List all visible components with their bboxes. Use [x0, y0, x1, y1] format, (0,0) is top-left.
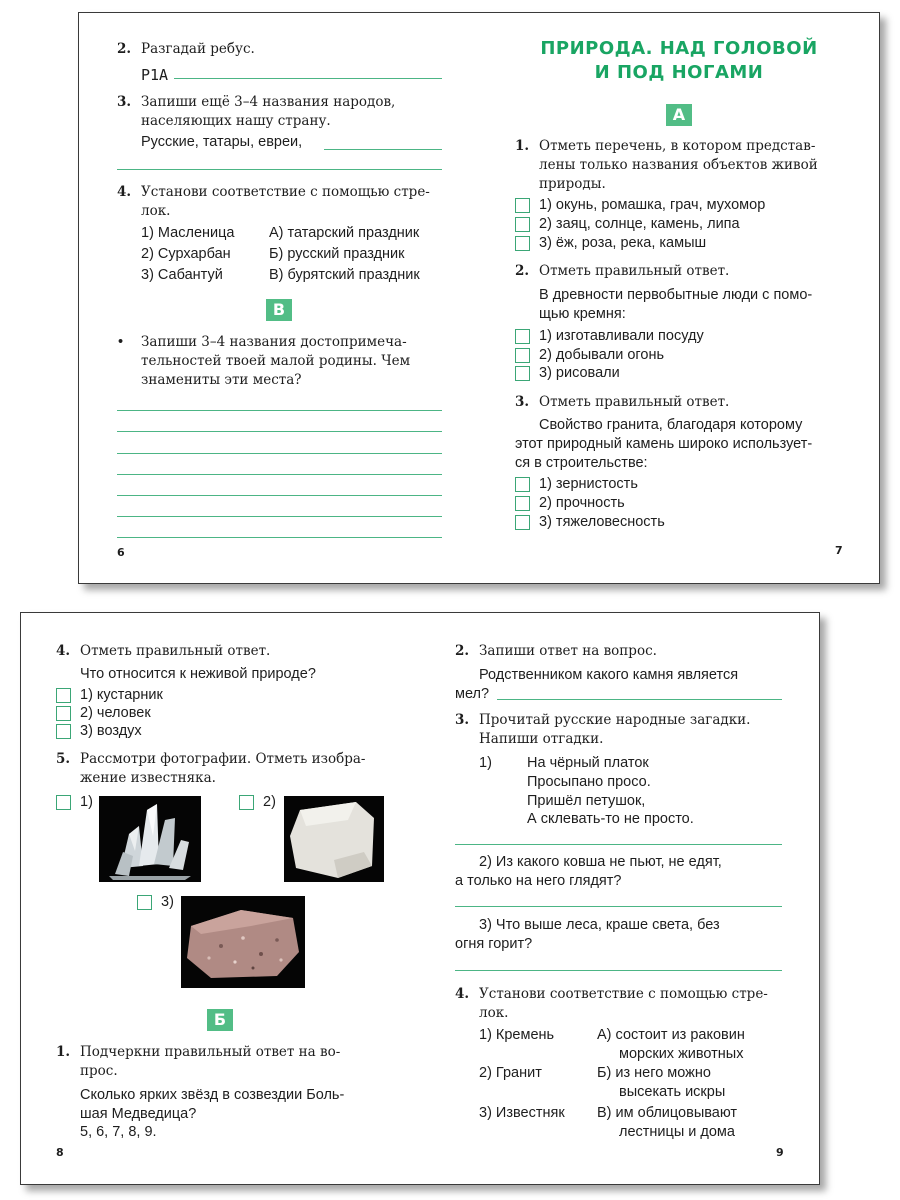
page-number-6: 6	[117, 546, 125, 559]
p9-q2-text: Запиши ответ на вопрос.	[479, 643, 657, 659]
p7-q2-number: 2.	[515, 263, 530, 279]
p8-q5-line2: жение известняка.	[80, 770, 216, 786]
p9-q4-right-2a: Б) из него можно	[597, 1065, 711, 1081]
p8-b1-sub2: шая Медведица?	[80, 1106, 197, 1122]
p8-b1-sub1: Сколько ярких звёзд в созвездии Боль-	[80, 1087, 345, 1103]
p7-q3-text: Отметь правильный ответ.	[539, 394, 730, 410]
p6-writing-line-6[interactable]	[117, 516, 442, 517]
p6-q3-line1: Запиши ещё 3–4 названия народов,	[141, 94, 396, 110]
riddle1-line2: Просыпано просо.	[527, 774, 651, 790]
p6-q3-answer-line-1[interactable]	[324, 149, 442, 150]
p6-task-line3: знамениты эти места?	[141, 372, 302, 388]
p9-q4-right-3b: лестницы и дома	[619, 1124, 735, 1140]
p7-q2-option3-label: 3) рисовали	[539, 365, 620, 381]
p7-q3-sub3: ся в строительстве:	[515, 455, 648, 471]
page-title	[516, 37, 842, 85]
p6-q4-left-1: 1) Масленица	[141, 225, 235, 241]
p7-q1-option2-label: 2) заяц, солнце, камень, липа	[539, 216, 740, 232]
p6-writing-line-5[interactable]	[117, 495, 442, 496]
spread-pages-8-9	[20, 612, 820, 1185]
p7-q1-line1: Отметь перечень, в котором представ-	[539, 138, 816, 154]
p6-q4-right-3: В) бурятский праздник	[269, 267, 420, 283]
photo1-checkbox[interactable]	[56, 795, 71, 810]
p9-q2-answer-line[interactable]	[497, 699, 782, 700]
p9-q2-sub1: Родственником какого камня является	[479, 667, 739, 683]
p6-q4-line1: Установи соответствие с помощью стре-	[141, 184, 430, 200]
p7-q3-sub2: этот природный камень широко использует-	[515, 436, 813, 452]
limestone-image	[284, 796, 384, 882]
p6-q3-line2: населяющих нашу страну.	[141, 113, 331, 129]
p6-writing-line-2[interactable]	[117, 431, 442, 432]
p7-q2-option3-checkbox[interactable]	[515, 366, 530, 381]
p7-q3-number: 3.	[515, 394, 530, 410]
p9-q4-number: 4.	[455, 986, 470, 1002]
p7-q1-option3-checkbox[interactable]	[515, 236, 530, 251]
p9-q4-left-1: 1) Кремень	[479, 1027, 555, 1043]
p7-q2-option1-checkbox[interactable]	[515, 329, 530, 344]
p6-q3-answer: Русские, татары, евреи,	[141, 134, 303, 150]
p6-task-line1: Запиши 3–4 названия достопримеча-	[141, 334, 407, 350]
riddle2-answer-line[interactable]	[455, 906, 782, 907]
riddle1-line1: На чёрный платок	[527, 755, 649, 771]
p8-q4-sub: Что относится к неживой природе?	[80, 666, 316, 682]
level-badge-v: В	[266, 299, 292, 321]
granite-photo[interactable]	[181, 896, 305, 988]
p6-q4-line2: лок.	[141, 203, 171, 219]
page-number-7: 7	[835, 544, 843, 557]
p6-q2-answer-line[interactable]	[174, 78, 442, 79]
riddle1-line3: Пришёл петушок,	[527, 793, 646, 809]
p7-q3-option2-label: 2) прочность	[539, 495, 625, 511]
p6-q4-left-3: 3) Сабантуй	[141, 267, 223, 283]
photo2-checkbox[interactable]	[239, 795, 254, 810]
p7-q2-option2-checkbox[interactable]	[515, 348, 530, 363]
p7-q3-option1-checkbox[interactable]	[515, 477, 530, 492]
riddle2-line1: 2) Из какого ковша не пьют, не едят,	[479, 854, 722, 870]
p9-q4-line2: лок.	[479, 1005, 509, 1021]
page-number-9: 9	[776, 1146, 784, 1159]
bullet-icon: •	[118, 334, 124, 350]
p9-q4-left-2: 2) Гранит	[479, 1065, 542, 1081]
p6-writing-line-4[interactable]	[117, 474, 442, 475]
p9-q3-number: 3.	[455, 712, 470, 728]
p6-q3-answer-line-2[interactable]	[117, 169, 442, 170]
p8-q4-option2-label: 2) человек	[80, 705, 151, 721]
p9-q4-right-3a: В) им облицовывают	[597, 1105, 738, 1121]
p6-q4-left-2: 2) Сурхарбан	[141, 246, 231, 262]
photo3-label: 3)	[161, 894, 174, 910]
p8-q4-option1-label: 1) кустарник	[80, 687, 163, 703]
p8-q4-option2-checkbox[interactable]	[56, 706, 71, 721]
p7-q1-option2-checkbox[interactable]	[515, 217, 530, 232]
riddle1-line4: А склевать-то не просто.	[527, 811, 694, 827]
p7-q2-sub2: щью кремня:	[539, 306, 626, 322]
p7-q2-text: Отметь правильный ответ.	[539, 263, 730, 279]
riddle2-line2: а только на него глядят?	[455, 873, 622, 889]
p6-rebus: Р1А	[141, 66, 169, 84]
riddle3-line2: огня горит?	[455, 936, 533, 952]
page-title-line2: И ПОД НОГАМИ	[594, 62, 764, 83]
p9-q3-line1: Прочитай русские народные загадки.	[479, 712, 751, 728]
p9-q4-right-1a: А) состоит из раковин	[597, 1027, 745, 1043]
p8-b1-line2: прос.	[80, 1063, 118, 1079]
p7-q1-option1-label: 1) окунь, ромашка, грач, мухомор	[539, 197, 766, 213]
riddle1-answer-line[interactable]	[455, 844, 782, 845]
p9-q4-right-1b: морских животных	[619, 1046, 744, 1062]
p7-q3-option2-checkbox[interactable]	[515, 496, 530, 511]
p9-q4-left-3: 3) Известняк	[479, 1105, 565, 1121]
page-number-8: 8	[56, 1146, 64, 1159]
p7-q1-option1-checkbox[interactable]	[515, 198, 530, 213]
p8-b1-answers[interactable]: 5, 6, 7, 8, 9.	[80, 1124, 157, 1140]
p7-q3-option3-checkbox[interactable]	[515, 515, 530, 530]
p6-q3-number: 3.	[117, 94, 132, 110]
level-badge-b: Б	[207, 1009, 233, 1031]
p7-q1-option3-label: 3) ёж, роза, река, камыш	[539, 235, 707, 251]
photo1-label: 1)	[80, 794, 93, 810]
p8-q5-line1: Рассмотри фотографии. Отметь изобра-	[80, 751, 366, 767]
p8-q5-number: 5.	[56, 751, 71, 767]
p8-b1-line1: Подчеркни правильный ответ на во-	[80, 1044, 341, 1060]
p7-q2-option2-label: 2) добывали огонь	[539, 347, 665, 363]
page-title-line1: ПРИРОДА. НАД ГОЛОВОЙ	[540, 38, 818, 59]
p6-q4-right-2: Б) русский праздник	[269, 246, 405, 262]
granite-image	[181, 896, 305, 988]
p9-q2-sub2: мел?	[455, 686, 490, 702]
riddle3-answer-line[interactable]	[455, 970, 782, 971]
quartz-crystal-image	[99, 796, 201, 882]
p9-q4-right-2b: высекать искры	[619, 1084, 726, 1100]
p9-q3-line2: Напиши отгадки.	[479, 731, 604, 747]
p6-q4-number: 4.	[117, 184, 132, 200]
photo3-checkbox[interactable]	[137, 895, 152, 910]
p9-q4-line1: Установи соответствие с помощью стре-	[479, 986, 768, 1002]
p7-q3-option3-label: 3) тяжеловесность	[539, 514, 665, 530]
quartz-crystal-photo[interactable]	[99, 796, 201, 882]
p7-q2-sub1: В древности первобытные люди с помо-	[539, 287, 813, 303]
p6-writing-line-3[interactable]	[117, 453, 442, 454]
riddle1-number: 1)	[479, 755, 492, 771]
p8-q4-option1-checkbox[interactable]	[56, 688, 71, 703]
photo2-label: 2)	[263, 794, 276, 810]
p6-writing-line-1[interactable]	[117, 410, 442, 411]
p9-q2-number: 2.	[455, 643, 470, 659]
p8-b1-number: 1.	[56, 1044, 71, 1060]
p8-q4-option3-label: 3) воздух	[80, 723, 142, 739]
p7-q3-sub1: Свойство гранита, благодаря которому	[539, 417, 803, 433]
p7-q1-number: 1.	[515, 138, 530, 154]
p7-q2-option1-label: 1) изготавливали посуду	[539, 328, 704, 344]
p6-task-line2: тельностей твоей малой родины. Чем	[141, 353, 411, 369]
riddle3-line1: 3) Что выше леса, краше света, без	[479, 917, 720, 933]
p7-q1-line3: природы.	[539, 176, 606, 192]
p6-q4-right-1: А) татарский праздник	[269, 225, 420, 241]
p8-q4-option3-checkbox[interactable]	[56, 724, 71, 739]
p6-q2-number: 2.	[117, 41, 132, 57]
p7-q3-option1-label: 1) зернистость	[539, 476, 638, 492]
limestone-photo[interactable]	[284, 796, 384, 882]
p6-writing-line-7[interactable]	[117, 537, 442, 538]
p7-q1-line2: лены только названия объектов живой	[539, 157, 818, 173]
level-badge-a: А	[666, 104, 692, 126]
p8-q4-number: 4.	[56, 643, 71, 659]
p8-q4-text: Отметь правильный ответ.	[80, 643, 271, 659]
spread-pages-6-7	[78, 12, 880, 584]
p6-q2-text: Разгадай ребус.	[141, 41, 255, 57]
